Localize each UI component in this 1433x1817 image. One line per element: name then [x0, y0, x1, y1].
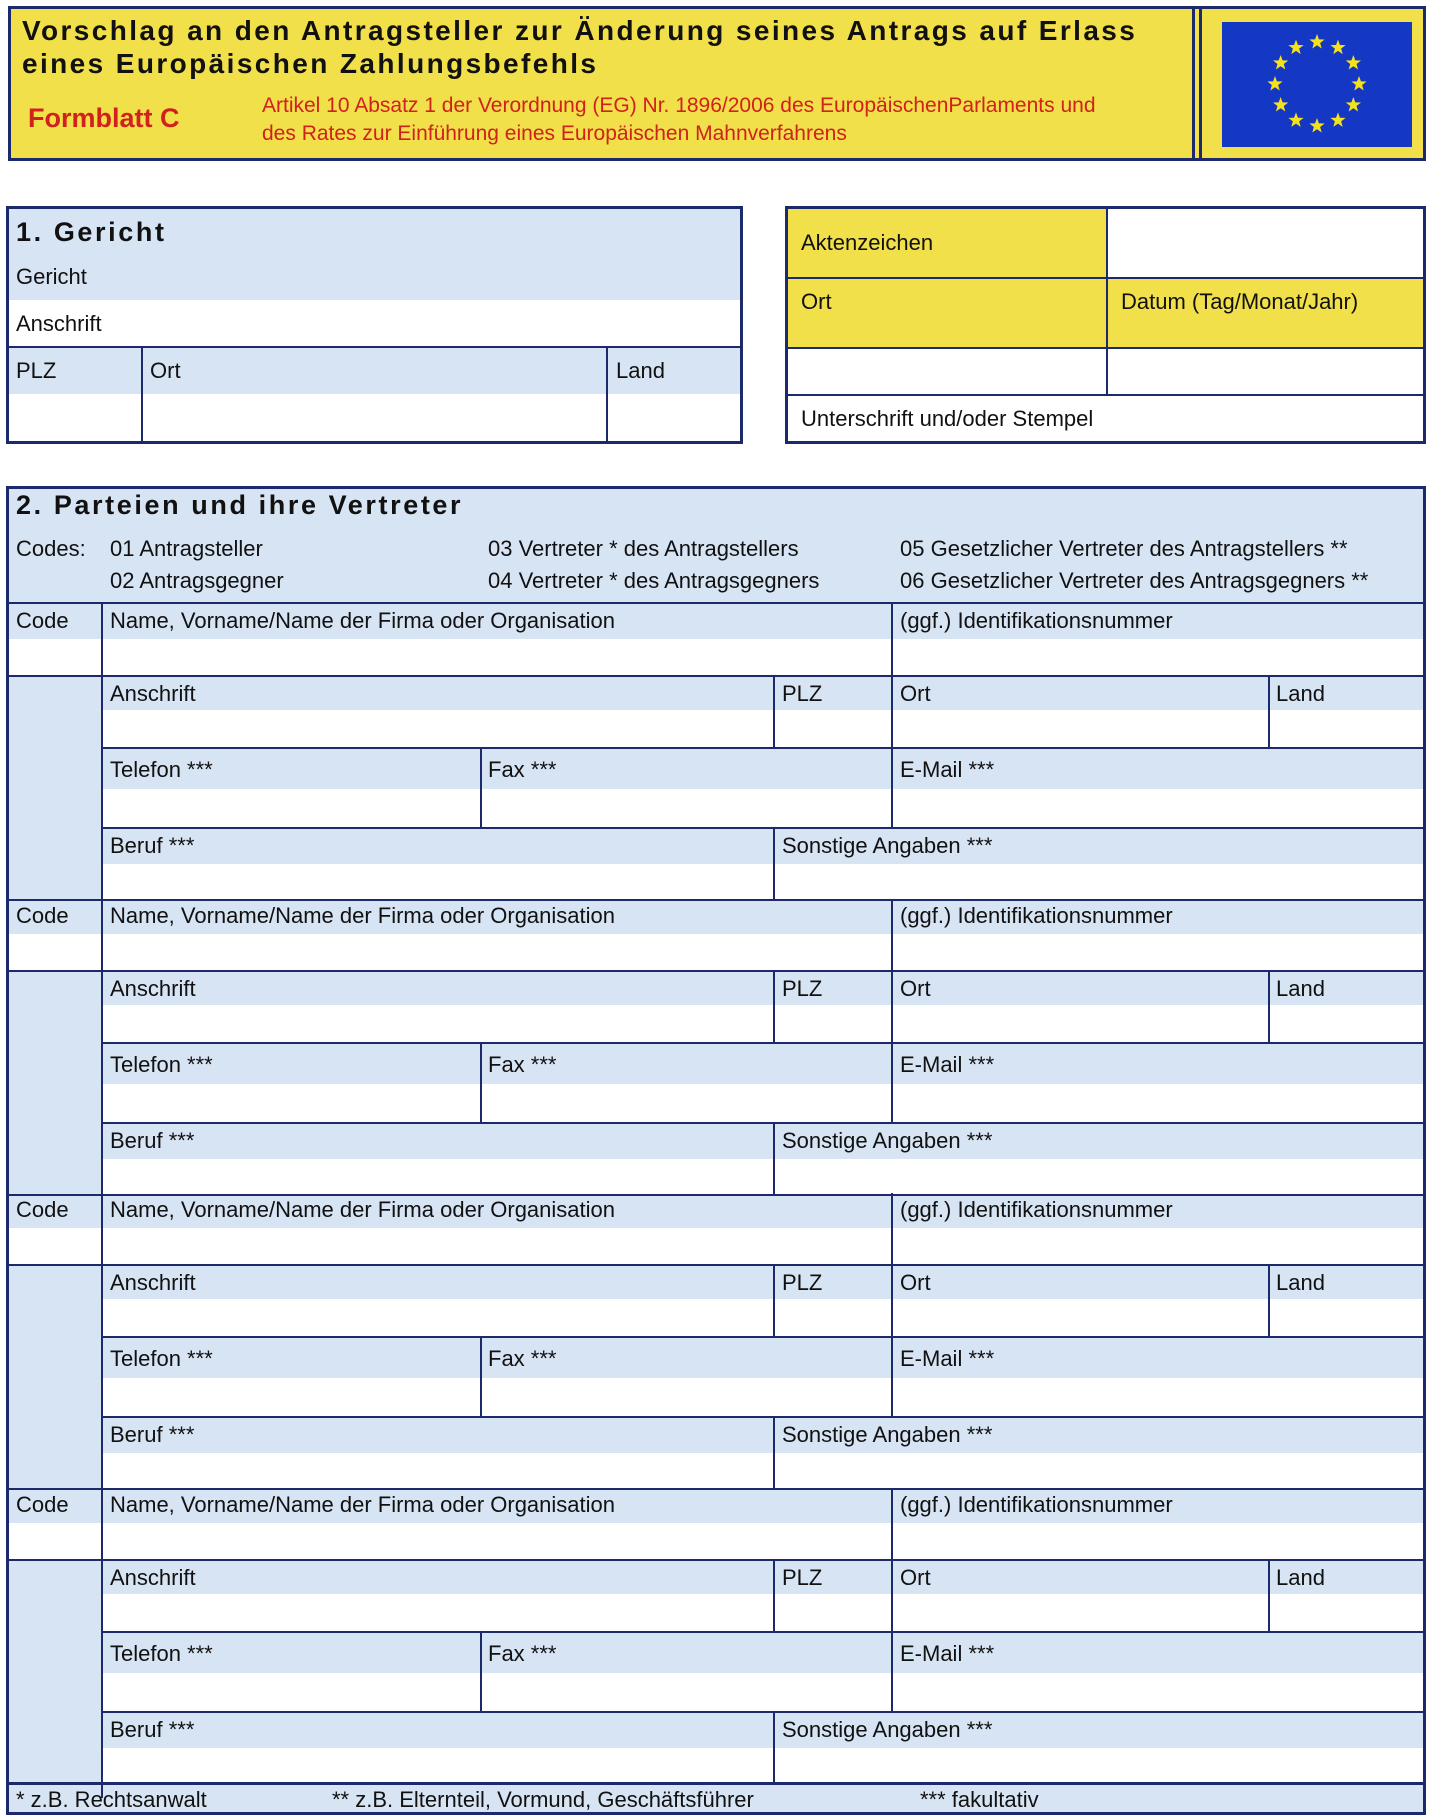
formblatt-label: Formblatt C — [28, 103, 180, 133]
fax-label: Fax *** — [488, 1346, 557, 1371]
legal-basis-line-2: des Rates zur Einführung eines Europäischen Mahnverfahrens — [262, 122, 847, 145]
ort-label: Ort — [150, 358, 181, 383]
anschrift-field[interactable] — [9, 300, 740, 346]
divider — [9, 1264, 1423, 1266]
code-label: Code — [16, 903, 69, 928]
divider — [773, 677, 775, 747]
divider — [773, 1266, 775, 1336]
gericht-heading: 1. Gericht — [16, 217, 167, 247]
code-label: Code — [16, 1492, 69, 1517]
divider — [1268, 1266, 1270, 1336]
code-label: Code — [16, 1197, 69, 1222]
party-address-fields[interactable] — [103, 1005, 1423, 1042]
code-04: 04 Vertreter * des Antragsgegners — [488, 568, 820, 593]
divider — [773, 829, 775, 899]
divider — [891, 677, 893, 747]
codes-label: Codes: — [16, 536, 86, 561]
beruf-label: Beruf *** — [110, 833, 195, 858]
divider — [480, 1044, 482, 1122]
meta-ort-label: Ort — [801, 289, 832, 314]
party-name-fields[interactable] — [9, 639, 1423, 675]
flag-star-icon — [1346, 55, 1361, 69]
land-label: Land — [616, 358, 665, 383]
divider — [480, 749, 482, 827]
party-contact-fields[interactable] — [103, 1673, 1423, 1711]
aktenzeichen-label: Aktenzeichen — [801, 230, 934, 255]
divider — [891, 1338, 893, 1416]
divider — [606, 346, 608, 441]
divider — [101, 604, 103, 675]
divider — [1106, 209, 1108, 394]
id-label: (ggf.) Identifikationsnummer — [900, 608, 1173, 633]
land-label: Land — [1276, 1270, 1325, 1295]
flag-star-icon — [1309, 34, 1324, 48]
divider — [9, 346, 740, 348]
party-name-fields[interactable] — [9, 934, 1423, 970]
divider — [891, 1561, 893, 1631]
plz-label: PLZ — [782, 1270, 823, 1295]
party-extra-fields[interactable] — [103, 1453, 1423, 1488]
code-05: 05 Gesetzlicher Vertreter des Antragstellers ** — [900, 536, 1348, 561]
divider — [891, 1633, 893, 1711]
flag-star-icon — [1351, 76, 1366, 90]
party-contact-fields[interactable] — [103, 1084, 1423, 1122]
beruf-label: Beruf *** — [110, 1128, 195, 1153]
telefon-label: Telefon *** — [110, 1052, 213, 1077]
anschrift-label: Anschrift — [16, 311, 102, 336]
legal-basis — [262, 92, 1096, 148]
divider — [9, 1559, 1423, 1561]
id-label: (ggf.) Identifikationsnummer — [900, 903, 1173, 928]
email-label: E-Mail *** — [900, 1641, 995, 1666]
plz-label: PLZ — [782, 976, 823, 1001]
party-extra-fields[interactable] — [103, 1748, 1423, 1783]
divider — [103, 827, 1423, 829]
divider — [480, 1633, 482, 1711]
divider — [891, 899, 893, 970]
divider — [773, 1561, 775, 1631]
land-label: Land — [1276, 976, 1325, 1001]
telefon-label: Telefon *** — [110, 757, 213, 782]
telefon-label: Telefon *** — [110, 1641, 213, 1666]
divider — [891, 1488, 893, 1559]
sonstige-label: Sonstige Angaben *** — [782, 833, 993, 858]
divider — [891, 1266, 893, 1336]
code-06: 06 Gesetzlicher Vertreter des Antragsgegners ** — [900, 568, 1369, 593]
form-title-line-1: Vorschlag an den Antragsteller zur Änderung seines Antrags auf Erlass — [22, 15, 1138, 46]
divider — [891, 1044, 893, 1122]
sonstige-label: Sonstige Angaben *** — [782, 1422, 993, 1447]
header-divider — [1192, 6, 1202, 161]
divider — [9, 1488, 1423, 1490]
divider — [141, 346, 143, 441]
party-address-fields[interactable] — [103, 1299, 1423, 1336]
divider — [103, 1336, 1423, 1338]
divider — [9, 899, 1423, 901]
telefon-label: Telefon *** — [110, 1346, 213, 1371]
plz-label: PLZ — [16, 358, 57, 383]
flag-star-icon — [1288, 112, 1303, 126]
party-address-fields[interactable] — [103, 1594, 1423, 1631]
ort-label: Ort — [900, 1565, 931, 1590]
datum-field[interactable] — [1108, 349, 1423, 394]
flag-star-icon — [1330, 112, 1345, 126]
party-name-fields[interactable] — [9, 1228, 1423, 1264]
anschrift-label: Anschrift — [110, 1565, 196, 1590]
code-label: Code — [16, 608, 69, 633]
divider — [773, 1713, 775, 1783]
divider — [103, 1631, 1423, 1633]
unterschrift-label: Unterschrift und/oder Stempel — [801, 406, 1094, 431]
sonstige-label: Sonstige Angaben *** — [782, 1717, 993, 1742]
divider — [9, 1782, 1423, 1784]
flag-star-icon — [1273, 97, 1288, 111]
divider — [891, 749, 893, 827]
party-extra-fields[interactable] — [103, 1159, 1423, 1194]
ort-label: Ort — [900, 1270, 931, 1295]
divider — [101, 1193, 103, 1264]
id-label: (ggf.) Identifikationsnummer — [900, 1197, 1173, 1222]
divider — [101, 1488, 103, 1559]
plz-label: PLZ — [782, 1565, 823, 1590]
party-contact-fields[interactable] — [103, 1378, 1423, 1416]
divider — [891, 604, 893, 675]
divider — [9, 602, 1423, 604]
anschrift-label: Anschrift — [110, 976, 196, 1001]
party-contact-fields[interactable] — [103, 789, 1423, 827]
divider — [103, 1416, 1423, 1418]
divider — [891, 1193, 893, 1264]
email-label: E-Mail *** — [900, 1052, 995, 1077]
form-title — [22, 14, 1137, 80]
divider — [103, 1711, 1423, 1713]
id-label: (ggf.) Identifikationsnummer — [900, 1492, 1173, 1517]
divider — [788, 394, 1423, 396]
name-label: Name, Vorname/Name der Firma oder Organisation — [110, 903, 615, 928]
gericht-label: Gericht — [16, 264, 87, 289]
name-label: Name, Vorname/Name der Firma oder Organisation — [110, 608, 615, 633]
divider — [103, 1042, 1423, 1044]
anschrift-label: Anschrift — [110, 1270, 196, 1295]
land-label: Land — [1276, 681, 1325, 706]
divider — [1268, 1561, 1270, 1631]
party-extra-fields[interactable] — [103, 864, 1423, 899]
ort-label: Ort — [900, 976, 931, 1001]
beruf-label: Beruf *** — [110, 1717, 195, 1742]
divider — [773, 1124, 775, 1194]
divider — [9, 1194, 1423, 1196]
sonstige-label: Sonstige Angaben *** — [782, 1128, 993, 1153]
divider — [773, 1418, 775, 1488]
flag-star-icon — [1346, 97, 1361, 111]
email-label: E-Mail *** — [900, 757, 995, 782]
divider — [9, 970, 1423, 972]
party-address-fields[interactable] — [103, 710, 1423, 747]
divider — [773, 972, 775, 1042]
footnote-rechtsanwalt: * z.B. Rechtsanwalt — [16, 1787, 207, 1812]
flag-star-icon — [1267, 76, 1282, 90]
code-01: 01 Antragsteller — [110, 536, 263, 561]
divider — [891, 972, 893, 1042]
ort-field[interactable] — [788, 349, 1106, 394]
divider — [103, 747, 1423, 749]
parteien-heading: 2. Parteien und ihre Vertreter — [16, 490, 464, 520]
footnote-fakultativ: *** fakultativ — [920, 1787, 1039, 1812]
plz-ort-land-field-area[interactable] — [9, 394, 740, 441]
divider — [1268, 677, 1270, 747]
legal-basis-line-1: Artikel 10 Absatz 1 der Verordnung (EG) Nr. 1896/2006 des EuropäischenParlaments und — [262, 94, 1096, 117]
fax-label: Fax *** — [488, 1641, 557, 1666]
plz-label: PLZ — [782, 681, 823, 706]
divider — [101, 899, 103, 970]
footnote-elternteil: ** z.B. Elternteil, Vormund, Geschäftsführer — [332, 1787, 754, 1812]
datum-label: Datum (Tag/Monat/Jahr) — [1121, 289, 1359, 314]
land-label: Land — [1276, 1565, 1325, 1590]
name-label: Name, Vorname/Name der Firma oder Organisation — [110, 1197, 615, 1222]
flag-star-icon — [1309, 118, 1324, 132]
divider — [103, 1122, 1423, 1124]
fax-label: Fax *** — [488, 757, 557, 782]
email-label: E-Mail *** — [900, 1346, 995, 1371]
form-title-line-2: eines Europäischen Zahlungsbefehls — [22, 48, 599, 79]
eu-flag-icon — [1222, 22, 1412, 147]
code-03: 03 Vertreter * des Antragstellers — [488, 536, 799, 561]
ort-label: Ort — [900, 681, 931, 706]
aktenzeichen-field[interactable] — [1108, 209, 1423, 277]
party-name-fields[interactable] — [9, 1523, 1423, 1559]
divider — [1268, 972, 1270, 1042]
name-label: Name, Vorname/Name der Firma oder Organisation — [110, 1492, 615, 1517]
fax-label: Fax *** — [488, 1052, 557, 1077]
divider — [480, 1338, 482, 1416]
anschrift-label: Anschrift — [110, 681, 196, 706]
flag-star-icon — [1330, 40, 1345, 54]
flag-star-icon — [1288, 40, 1303, 54]
beruf-label: Beruf *** — [110, 1422, 195, 1447]
divider — [9, 675, 1423, 677]
code-02: 02 Antragsgegner — [110, 568, 284, 593]
flag-star-icon — [1273, 55, 1288, 69]
